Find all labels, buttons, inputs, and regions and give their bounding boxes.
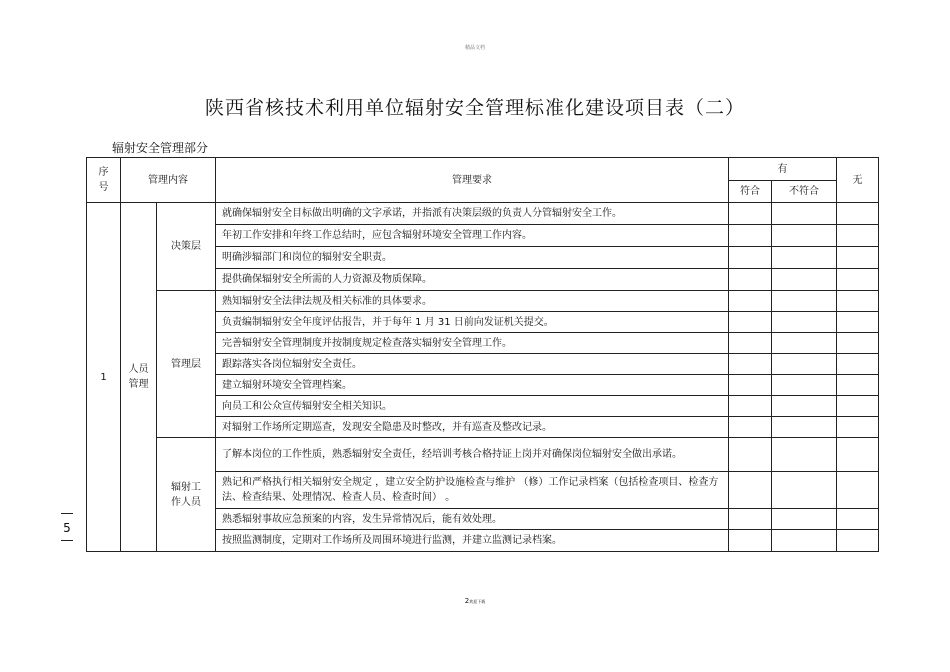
none-cell[interactable] xyxy=(837,509,879,530)
group-cell: 决策层 xyxy=(157,203,216,291)
footer-page-number: 2 xyxy=(464,597,470,605)
not-comply-cell[interactable] xyxy=(772,417,837,438)
not-comply-cell[interactable] xyxy=(772,375,837,396)
comply-cell[interactable] xyxy=(729,375,772,396)
comply-cell[interactable] xyxy=(729,225,772,247)
requirement-cell: 建立辐射环境安全管理档案。 xyxy=(216,375,729,396)
none-cell[interactable] xyxy=(837,203,879,225)
comply-cell[interactable] xyxy=(729,269,772,291)
none-cell[interactable] xyxy=(837,472,879,509)
requirement-cell: 跟踪落实各岗位辐射安全责任。 xyxy=(216,354,729,375)
comply-cell[interactable] xyxy=(729,312,772,333)
requirement-cell: 向员工和公众宣传辐射安全相关知识。 xyxy=(216,396,729,417)
none-cell[interactable] xyxy=(837,530,879,552)
table-row xyxy=(87,203,879,225)
divider xyxy=(61,540,73,541)
comply-cell[interactable] xyxy=(729,417,772,438)
table-body xyxy=(87,203,879,552)
header-content: 管理内容 xyxy=(121,158,216,203)
requirement-cell: 了解本岗位的工作性质，熟悉辐射安全责任，经培训考核合格持证上岗并对确保岗位辐射安全做出承诺。 xyxy=(216,438,729,472)
comply-cell[interactable] xyxy=(729,354,772,375)
comply-cell[interactable] xyxy=(729,530,772,552)
side-page-marker xyxy=(60,513,74,541)
section-subtitle: 辐射安全管理部分 xyxy=(112,141,209,155)
footer-download-note: 欢迎下载 xyxy=(469,599,486,604)
header-note: 精品文档 xyxy=(464,45,485,51)
header-comply: 符合 xyxy=(729,181,772,203)
none-cell[interactable] xyxy=(837,396,879,417)
header-seq: 序 号 xyxy=(87,158,121,203)
none-cell[interactable] xyxy=(837,269,879,291)
none-cell[interactable] xyxy=(837,225,879,247)
not-comply-cell[interactable] xyxy=(772,247,837,269)
requirement-cell: 就确保辐射安全目标做出明确的文字承诺，并指派有决策层级的负责人分管辐射安全工作。 xyxy=(216,203,729,225)
header-not-comply: 不符合 xyxy=(772,181,837,203)
comply-cell[interactable] xyxy=(729,247,772,269)
page-title: 陕西省核技术利用单位辐射安全管理标准化建设项目表（二） xyxy=(204,97,745,119)
group-cell: 管理层 xyxy=(157,291,216,438)
not-comply-cell[interactable] xyxy=(772,530,837,552)
none-cell[interactable] xyxy=(837,438,879,472)
none-cell[interactable] xyxy=(837,417,879,438)
comply-cell[interactable] xyxy=(729,396,772,417)
group-cell: 辐射工 作人员 xyxy=(157,438,216,552)
not-comply-cell[interactable] xyxy=(772,269,837,291)
requirement-cell: 熟悉辐射事故应急预案的内容，发生异常情况后，能有效处理。 xyxy=(216,509,729,530)
requirement-cell: 年初工作安排和年终工作总结时，应包含辐射环境安全管理工作内容。 xyxy=(216,225,729,247)
header-row-1 xyxy=(87,158,879,181)
table-row xyxy=(87,438,879,472)
not-comply-cell[interactable] xyxy=(772,396,837,417)
not-comply-cell[interactable] xyxy=(772,203,837,225)
comply-cell[interactable] xyxy=(729,472,772,509)
category-cell: 人员 管理 xyxy=(121,203,157,552)
none-cell[interactable] xyxy=(837,354,879,375)
not-comply-cell[interactable] xyxy=(772,509,837,530)
not-comply-cell[interactable] xyxy=(772,333,837,354)
requirement-cell: 明确涉辐部门和岗位的辐射安全职责。 xyxy=(216,247,729,269)
comply-cell[interactable] xyxy=(729,509,772,530)
not-comply-cell[interactable] xyxy=(772,354,837,375)
requirement-cell: 负责编制辐射安全年度评估报告，并于每年 1 月 31 日前向发证机关提交。 xyxy=(216,312,729,333)
side-page-number: 5 xyxy=(63,521,71,535)
header-requirement: 管理要求 xyxy=(216,158,729,203)
requirement-cell: 熟知辐射安全法律法规及相关标准的具体要求。 xyxy=(216,291,729,312)
requirement-cell: 完善辐射安全管理制度并按制度规定检查落实辐射安全管理工作。 xyxy=(216,333,729,354)
comply-cell[interactable] xyxy=(729,291,772,312)
table-row xyxy=(87,291,879,312)
seq-cell: 1 xyxy=(87,203,121,552)
none-cell[interactable] xyxy=(837,312,879,333)
none-cell[interactable] xyxy=(837,375,879,396)
requirement-cell: 按照监测制度，定期对工作场所及周围环境进行监测，并建立监测记录档案。 xyxy=(216,530,729,552)
none-cell[interactable] xyxy=(837,291,879,312)
requirements-table xyxy=(86,157,879,552)
requirement-cell: 熟记和严格执行相关辐射安全规定 ，建立安全防护设施检查与维护 （修）工作记录档案（包括检查项目、检查方法、检查结果、处理情况、检查人员、检查时间） 。 xyxy=(216,472,729,509)
comply-cell[interactable] xyxy=(729,333,772,354)
header-none: 无 xyxy=(837,158,879,203)
page-footer xyxy=(0,597,950,605)
comply-cell[interactable] xyxy=(729,438,772,472)
requirement-cell: 对辐射工作场所定期巡查，发现安全隐患及时整改，并有巡查及整改记录。 xyxy=(216,417,729,438)
not-comply-cell[interactable] xyxy=(772,312,837,333)
none-cell[interactable] xyxy=(837,247,879,269)
not-comply-cell[interactable] xyxy=(772,225,837,247)
header-has: 有 xyxy=(729,158,837,181)
comply-cell[interactable] xyxy=(729,203,772,225)
not-comply-cell[interactable] xyxy=(772,472,837,509)
not-comply-cell[interactable] xyxy=(772,291,837,312)
requirement-cell: 提供确保辐射安全所需的人力资源及物质保障。 xyxy=(216,269,729,291)
none-cell[interactable] xyxy=(837,333,879,354)
not-comply-cell[interactable] xyxy=(772,438,837,472)
